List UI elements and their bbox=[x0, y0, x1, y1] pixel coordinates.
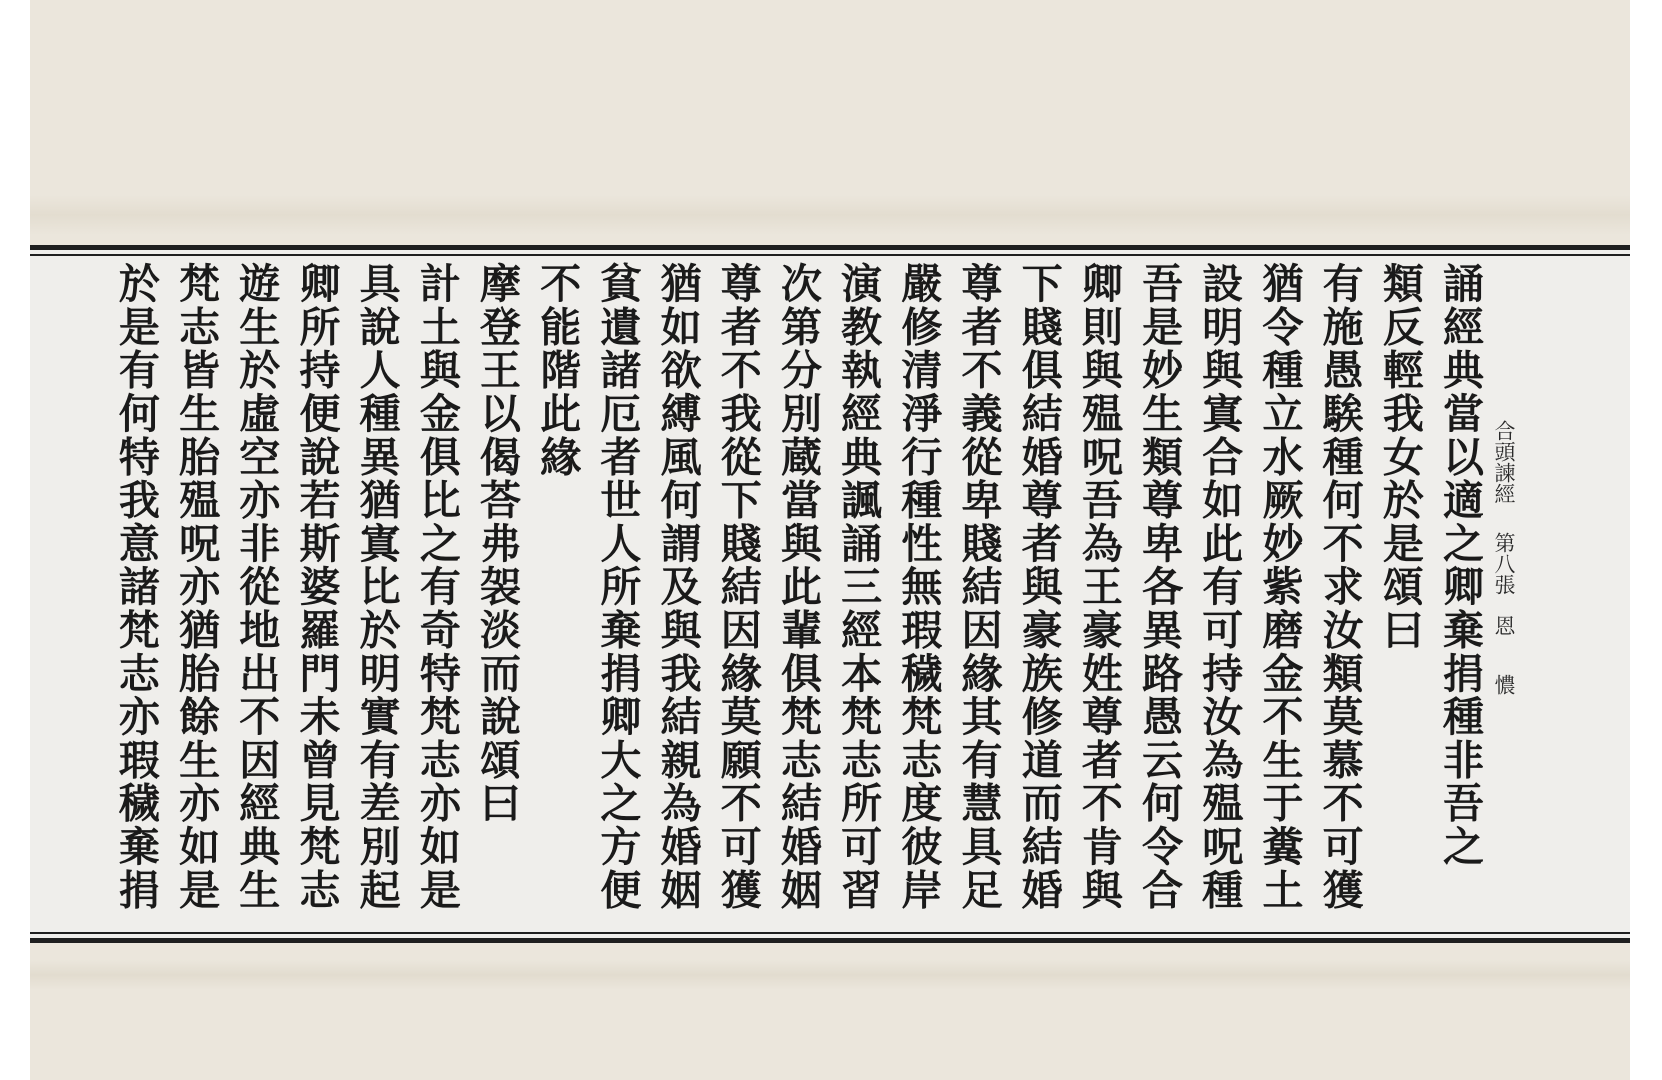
carver-name: 憹 bbox=[1492, 674, 1516, 695]
border-rule-bottom bbox=[30, 938, 1630, 943]
text-column: 具說人種異猶寘比於明實有差別起 bbox=[352, 262, 401, 912]
text-column: 類反輕我女於是頌曰 bbox=[1375, 262, 1424, 652]
text-column: 吾是妙生類尊卑各異路愚云何令合 bbox=[1135, 262, 1184, 912]
marginal-mark: 恩 bbox=[1492, 615, 1516, 636]
text-column: 計土與金俱比之有奇特梵志亦如是 bbox=[412, 262, 461, 912]
text-column: 下賤俱結婚尊者與豪族修道而結婚 bbox=[1014, 262, 1063, 912]
text-column: 卿則與殟呪吾為王豪姓尊者不肯與 bbox=[1074, 262, 1123, 912]
scripture-page bbox=[30, 0, 1630, 1080]
border-rule-bottom-inner bbox=[30, 932, 1630, 934]
text-column: 不能階此緣 bbox=[533, 262, 582, 479]
leaf-number: 第八張 bbox=[1492, 532, 1516, 595]
text-column: 猶如欲縛風何謂及與我結親為婚姻 bbox=[653, 262, 702, 912]
text-column: 於是有何特我意諸梵志亦瑕穢棄捐 bbox=[111, 262, 160, 912]
border-rule-top bbox=[30, 245, 1630, 250]
text-column: 貧遺諸厄者世人所棄捐卿大之方便 bbox=[593, 262, 642, 912]
marginal-title: 合頭諫經 bbox=[1492, 420, 1516, 504]
text-column: 梵志皆生胎殟呪亦猶胎餘生亦如是 bbox=[172, 262, 221, 912]
text-column: 猶令種立水厥妙紫磨金不生于糞土 bbox=[1255, 262, 1304, 912]
text-column: 次第分別蔵當與此輩俱梵志結婚姻 bbox=[773, 262, 822, 912]
text-column: 尊者不我從下賤結因緣莫願不可獲 bbox=[713, 262, 762, 912]
paper-fold-top bbox=[30, 195, 1630, 235]
text-column: 設明與寘合如此有可持汝為殟呪種 bbox=[1195, 262, 1244, 912]
text-columns bbox=[106, 262, 1490, 932]
text-column: 尊者不義從卑賤結因緣其有慧具足 bbox=[954, 262, 1003, 912]
marginal-note bbox=[1490, 420, 1518, 850]
paper-fold-bottom bbox=[30, 960, 1630, 990]
text-column: 誦經典當以適之卿棄捐種非吾之 bbox=[1436, 262, 1484, 869]
text-column: 嚴修清淨行種性無瑕穢梵志度彼岸 bbox=[894, 262, 943, 912]
border-rule-top-inner bbox=[30, 254, 1630, 256]
text-column: 摩登王以偈荅弗袈淡而說頌曰 bbox=[473, 262, 521, 825]
text-column: 演教執經典諷誦三經本梵志所可習 bbox=[834, 262, 883, 912]
text-column: 卿所持便說若斯婆羅門未曾見梵志 bbox=[292, 262, 341, 912]
text-column: 有施愚騃種何不求汝類莫慕不可獲 bbox=[1315, 262, 1364, 912]
text-column: 遊生於虛空亦非從地出不因經典生 bbox=[232, 262, 281, 912]
